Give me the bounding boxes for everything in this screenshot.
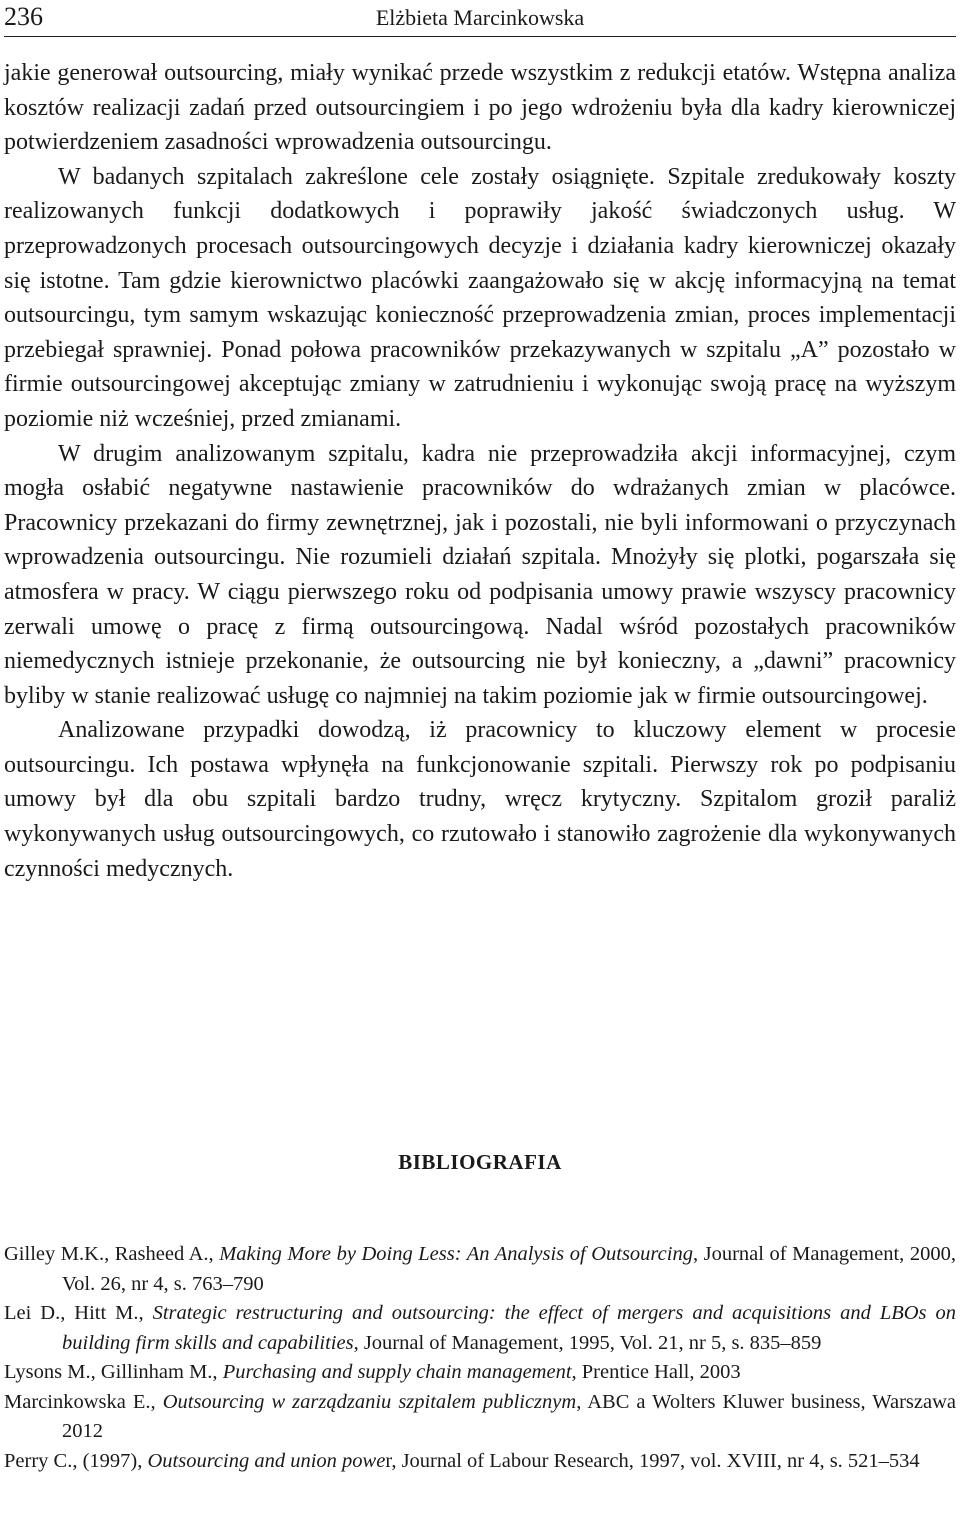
paragraph: W drugim analizowanym szpitalu, kadra nie przeprowadziła akcji informacyjnej, czym mogła osłabić negatywne nastawienie pracowników do wdrażanych zmian w placówce. Pracownicy przekazani do firmy zewnętrznej, jak i pozostali, nie byli informowani o przyczynach wprowadzenia outsourcingu. Nie rozumieli działań szpitala. Mnożyły się plotki, pogarszała się atmosfera w pracy. W ciągu pierwszego roku od podpisania umowy prawie wszyscy pracownicy zerwali umowę o pracę z firmą outsourcingową. Nadal wśród pozostałych pracowników niemedycznych istnieje przekonanie, że outsourcing nie był konieczny, a „dawni” pracownicy byliby w stanie realizować usługę co najmniej na takim poziomie jak w firmie outsourcingowej. [4,440,956,709]
entry-publication: , Journal of Management, 1995, Vol. 21, nr 5, s. 835–859 [353,1331,822,1354]
bibliography-entry [4,1358,956,1388]
entry-authors: Lysons M., Gillinham M., [4,1361,223,1383]
entry-title: Strategic restructuring and outsourcing: the effect of mergers and acquisitions and LBOs on building firm skills and capabilities [62,1302,956,1354]
entry-title: Outsourcing and union powe [147,1449,386,1472]
bibliography-entry [4,1240,956,1299]
bibliography-heading: BIBLIOGRAFIA [398,1150,562,1174]
entry-title: Making More by Doing Less: An Analysis of Outsourcing [219,1243,693,1265]
page-header [4,2,956,37]
entry-authors: Marcinkowska E., [4,1390,163,1413]
bibliography-entry [4,1299,956,1358]
page-number: 236 [4,2,43,31]
entry-authors: Lei D., Hitt M., [4,1302,153,1324]
bibliography-entry [4,1388,956,1447]
document-page [4,0,956,1535]
body-text [4,56,956,886]
entry-authors: Perry C., (1997), [4,1449,148,1472]
running-head-author: Elżbieta Marcinkowska [375,5,585,30]
entry-title: Outsourcing w zarządzaniu szpitalem publicznym [162,1390,577,1413]
bibliography-entry [4,1447,956,1477]
entry-publication: , Journal of Management, 2000, Vol. 26, nr 4, s. 763–790 [62,1243,956,1295]
entry-publication: , Prentice Hall, 2003 [571,1361,741,1383]
entry-title: Purchasing and supply chain management [222,1361,572,1383]
paragraph: W badanych szpitalach zakreślone cele zostały osiągnięte. Szpitale zredukowały koszty realizowanych funkcji dodatkowych i poprawiły jakość świadczonych usług. W przeprowadzonych procesach outsourcingowych decyzje i działania kadry kierowniczej okazały się istotne. Tam gdzie kierownictwo placówki zaangażowało się w akcję informacyjną na temat outsourcingu, tym samym wskazując konieczność przeprowadzenia zmian, proces implementacji przebiegał sprawniej. Ponad połowa pracowników przekazywanych w szpitalu „A” pozostało w firmie outsourcingowej akceptując zmiany w zatrudnieniu i wykonując swoją pracę na wyższym poziomie niż wcześniej, przed zmianami. [4,163,956,432]
bibliography-list [4,1240,956,1476]
entry-authors: Gilley M.K., Rasheed A., [4,1243,220,1265]
entry-publication: , ABC a Wolters Kluwer business, Warszawa 2012 [62,1390,956,1442]
paragraph: jakie generował outsourcing, miały wynikać przede wszystkim z redukcji etatów. Wstępna analiza kosztów realizacji zadań przed outsourcingiem i po jego wdrożeniu była dla kadry kierowniczej potwierdzeniem zasadności wprowadzenia outsourcingu. [4,60,956,156]
paragraph: Analizowane przypadki dowodzą, iż pracownicy to kluczowy element w procesie outsourcingu. Ich postawa wpłynęła na funkcjonowanie szpitali. Pierwszy rok po podpisaniu umowy był dla obu szpitali bardzo trudny, wręcz krytyczny. Szpitalom groził paraliż wykonywanych usług outsourcingowych, co rzutowało i stanowiło zagrożenie dla wykonywanych czynności medycznych. [4,717,956,882]
entry-publication: r, Journal of Labour Research, 1997, vol. XVIII, nr 4, s. 521–534 [385,1449,920,1472]
